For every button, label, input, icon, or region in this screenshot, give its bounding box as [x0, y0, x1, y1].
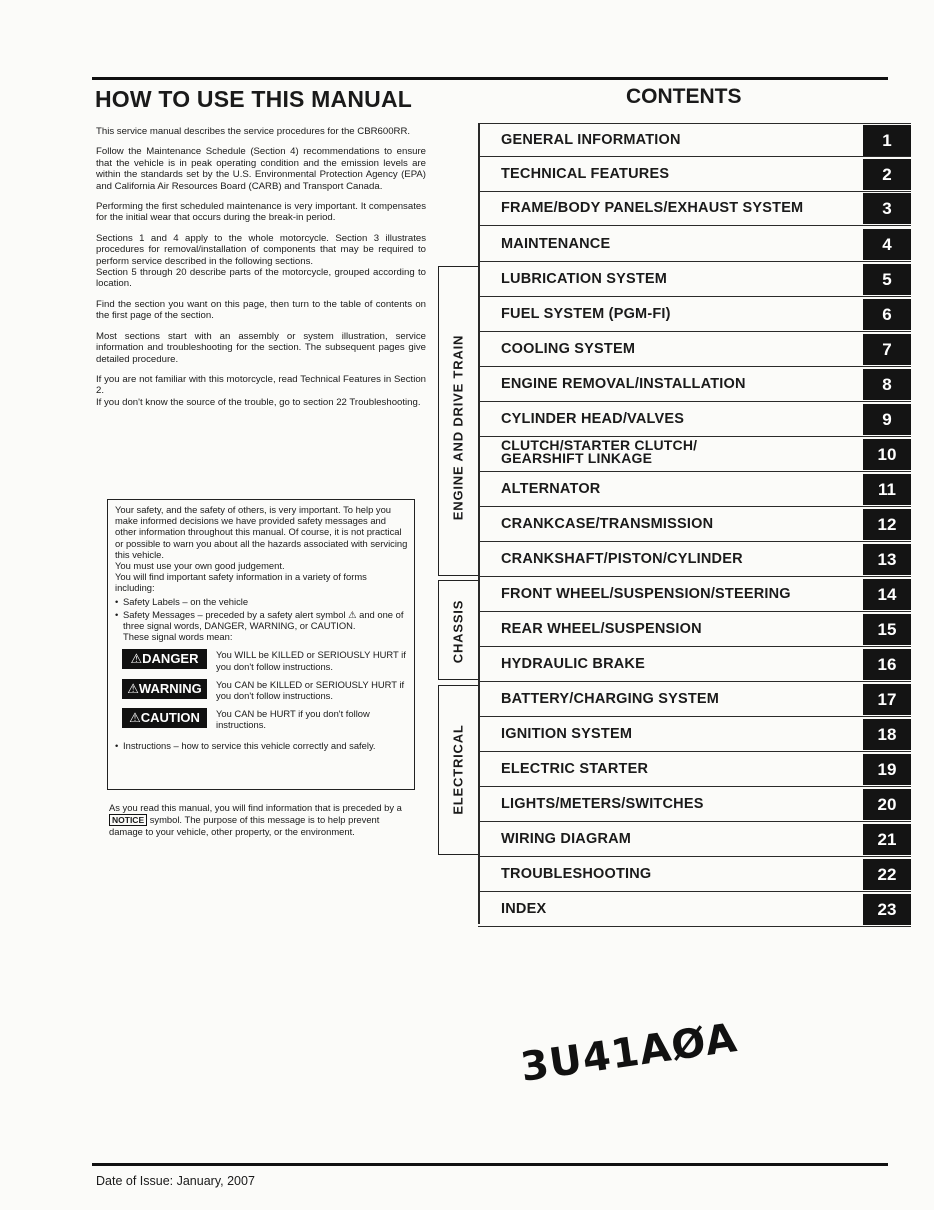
safety-paragraph: You will find important safety information in a variety of forms including:	[115, 571, 367, 594]
intro-paragraph: This service manual describes the service procedures for the CBR600RR.	[96, 126, 411, 137]
toc-section-number-tab: 19	[863, 754, 911, 785]
toc-section-number-tab: 21	[863, 824, 911, 855]
toc-row[interactable]	[478, 333, 911, 367]
toc-row[interactable]	[478, 893, 911, 927]
toc-section-number-tab: 23	[863, 894, 911, 925]
intro-text	[96, 126, 426, 417]
toc-section-number-tab: 15	[863, 614, 911, 645]
caution-text: You CAN be HURT if you don't follow instructions.	[216, 708, 370, 731]
danger-text: You WILL be KILLED or SERIOUSLY HURT if you don't follow instructions.	[216, 649, 406, 672]
toc-section-label	[501, 481, 600, 497]
toc-section-number-tab: 8	[863, 369, 911, 400]
toc-section-number-tab: 22	[863, 859, 911, 890]
warning-text: You CAN be KILLED or SERIOUSLY HURT if you don't follow instructions.	[216, 678, 405, 702]
toc-section-label	[501, 166, 669, 182]
toc-row[interactable]	[478, 613, 911, 647]
intro-paragraph: Find the section you want on this page, then turn to the table of contents on the first page of the section.	[96, 298, 426, 322]
caution-row	[115, 708, 409, 730]
toc-row[interactable]	[478, 823, 911, 857]
toc-section-label	[501, 200, 803, 216]
toc-section-label	[501, 901, 546, 917]
toc-section-number-tab: 5	[863, 264, 911, 295]
toc-section-number-tab: 14	[863, 579, 911, 610]
toc-section-number-tab: 13	[863, 544, 911, 575]
safety-paragraph: Your safety, and the safety of others, is very important. To help you make informed decisions we have provided safety messages and other information throughout this manual. Of course, it is not practical or possible to warn you about all the hazards associated with servicing this vehicle.	[115, 504, 408, 560]
toc-label-line: ALTERNATOR	[501, 481, 601, 497]
intro-paragraph: If you are not familiar with this motorcycle, read Technical Features in Section 2.	[96, 373, 426, 397]
toc-label-line: HYDRAULIC BRAKE	[501, 656, 645, 672]
toc-label-line: ENGINE REMOVAL/INSTALLATION	[501, 376, 746, 392]
toc-section-label	[501, 761, 648, 777]
toc-section-number-tab: 16	[863, 649, 911, 680]
toc-section-number-tab: 3	[863, 193, 911, 224]
toc-section-number-tab: 12	[863, 509, 911, 540]
intro-paragraph: If you don't know the source of the trouble, go to section 22 Troubleshooting.	[96, 396, 421, 408]
toc-section-label	[501, 621, 702, 637]
toc-label-line: WIRING DIAGRAM	[501, 831, 632, 847]
toc-section-label	[501, 551, 743, 567]
toc-label-line: IGNITION SYSTEM	[501, 726, 633, 742]
toc-section-label	[501, 726, 632, 742]
toc-section-label	[501, 306, 671, 322]
toc-section-label	[501, 236, 610, 252]
toc-label-line: GENERAL INFORMATION	[501, 132, 681, 148]
toc-section-label	[501, 376, 746, 392]
toc-label-line: LIGHTS/METERS/SWITCHES	[501, 796, 704, 812]
toc-row[interactable]	[478, 263, 911, 297]
toc-section-number-tab: 1	[863, 125, 911, 156]
notice-text-post: symbol. The purpose of this message is to help prevent damage to your vehicle, other property, or the environment.	[109, 813, 380, 838]
toc-row[interactable]	[478, 403, 911, 437]
date-of-issue: Date of Issue: January, 2007	[96, 1174, 255, 1188]
toc-section-label	[501, 796, 704, 812]
toc-row[interactable]	[478, 683, 911, 717]
bottom-rule	[92, 1163, 888, 1166]
danger-badge: ⚠DANGER	[122, 649, 207, 669]
toc-label-line: FRAME/BODY PANELS/EXHAUST SYSTEM	[501, 200, 804, 216]
toc-label-line: FUEL SYSTEM (PGM-FI)	[501, 306, 671, 322]
toc-label-line: FRONT WHEEL/SUSPENSION/STEERING	[501, 586, 791, 602]
toc-section-number-tab: 17	[863, 684, 911, 715]
toc-label-line: BATTERY/CHARGING SYSTEM	[501, 691, 720, 707]
toc-section-label	[501, 656, 645, 672]
toc-section-number-tab: 6	[863, 299, 911, 330]
toc-row[interactable]	[478, 298, 911, 332]
toc-section-number-tab: 10	[863, 439, 911, 470]
toc-section-label	[501, 132, 681, 148]
electrical-group-label: ELECTRICAL	[450, 724, 466, 815]
signal-words-intro: These signal words mean:	[123, 631, 233, 643]
warning-badge: ⚠WARNING	[122, 679, 207, 699]
toc-label-line: COOLING SYSTEM	[501, 341, 636, 357]
toc-label-line: REAR WHEEL/SUSPENSION	[501, 621, 702, 637]
toc-section-number-tab: 9	[863, 404, 911, 435]
toc-section-number-tab: 11	[863, 474, 911, 505]
toc-row[interactable]	[478, 368, 911, 402]
toc-row[interactable]	[478, 543, 911, 577]
intro-paragraph: Sections 1 and 4 apply to the whole motorcycle. Section 3 illustrates procedures for removal/installation of components that may be required to perform service described in the following sections.	[96, 232, 426, 267]
safety-bullet: • Instructions – how to service this vehicle correctly and safely.	[115, 740, 409, 751]
toc-row[interactable]	[478, 648, 911, 682]
toc-label-line: CRANKSHAFT/PISTON/CYLINDER	[501, 551, 743, 567]
toc-row[interactable]	[478, 578, 911, 612]
notice-paragraph	[109, 802, 411, 838]
toc-section-number-tab: 18	[863, 719, 911, 750]
toc-section-number-tab: 7	[863, 334, 911, 365]
intro-paragraph: Most sections start with an assembly or system illustration, service information and troubleshooting for the section. The subsequent pages give detailed procedure.	[96, 330, 426, 365]
toc-section-label	[501, 586, 791, 602]
toc-section-number-tab: 2	[863, 159, 911, 190]
toc-row[interactable]	[478, 123, 911, 157]
chassis-group-label: CHASSIS	[450, 599, 466, 664]
toc-label-line: ELECTRIC STARTER	[501, 761, 649, 777]
notice-badge: NOTICE	[109, 814, 147, 826]
toc-row[interactable]	[478, 158, 911, 192]
toc-section-number-tab: 20	[863, 789, 911, 820]
toc-row[interactable]	[478, 718, 911, 752]
toc-row[interactable]	[478, 508, 911, 542]
intro-paragraph: Performing the first scheduled maintenance is very important. It compensates for the initial wear that occurs during the break-in period.	[96, 201, 426, 224]
toc-section-label	[501, 439, 697, 464]
toc-row[interactable]	[478, 192, 911, 226]
toc-label-line: TECHNICAL FEATURES	[501, 166, 670, 182]
toc-label-line: CLUTCH/STARTER CLUTCH/	[501, 437, 698, 453]
toc-label-line: INDEX	[501, 901, 547, 917]
toc-section-label	[501, 411, 684, 427]
toc-section-label	[501, 691, 719, 707]
toc-section-label	[501, 516, 713, 532]
toc-row[interactable]	[478, 788, 911, 822]
top-rule	[92, 77, 888, 80]
page-title: HOW TO USE THIS MANUAL	[95, 86, 413, 112]
toc-row[interactable]	[478, 753, 911, 787]
toc-section-label	[501, 271, 667, 287]
toc-row[interactable]	[478, 228, 911, 262]
toc-section-label	[501, 341, 635, 357]
danger-row	[115, 649, 409, 671]
toc-label-line: CRANKCASE/TRANSMISSION	[501, 516, 714, 532]
toc-label-line: MAINTENANCE	[501, 236, 611, 252]
toc-label-line: TROUBLESHOOTING	[501, 866, 652, 882]
toc-section-label	[501, 831, 631, 847]
safety-box	[107, 499, 415, 790]
warning-row	[115, 679, 409, 701]
toc-row[interactable]	[478, 473, 911, 507]
intro-paragraph: Section 5 through 20 describe parts of the motorcycle, grouped according to location.	[96, 267, 426, 290]
toc-label-line: GEARSHIFT LINKAGE	[501, 449, 653, 466]
safety-paragraph: You must use your own good judgement.	[115, 560, 285, 572]
intro-paragraph: Follow the Maintenance Schedule (Section 4) recommendations to ensure that the vehicle is in peak operating condition and the emission levels are within the standards set by the U.S. Environmental Protection Agency (EPA) and California Air Resources Board (CARB) and Transport Canada.	[96, 146, 426, 192]
safety-bullet: • Safety Messages – preceded by a safety alert symbol ⚠ and one of three signal words, DANGER, WARNING, or CAUTION.	[115, 609, 409, 631]
toc-label-line: CYLINDER HEAD/VALVES	[501, 411, 685, 427]
toc-section-number-tab: 4	[863, 229, 911, 260]
toc-section-label	[501, 866, 651, 882]
toc-label-line: LUBRICATION SYSTEM	[501, 271, 668, 287]
handwritten-code: 3U41AØA	[517, 1015, 741, 1091]
contents-title: CONTENTS	[626, 85, 742, 108]
toc-row[interactable]	[478, 438, 911, 472]
toc-row[interactable]	[478, 858, 911, 892]
notice-text-pre: As you read this manual, you will find information that is preceded by a	[109, 802, 402, 813]
caution-badge: ⚠CAUTION	[122, 708, 207, 728]
safety-bullet: • Safety Labels – on the vehicle	[115, 596, 409, 607]
engine-group-label: ENGINE AND DRIVE TRAIN	[450, 334, 466, 521]
